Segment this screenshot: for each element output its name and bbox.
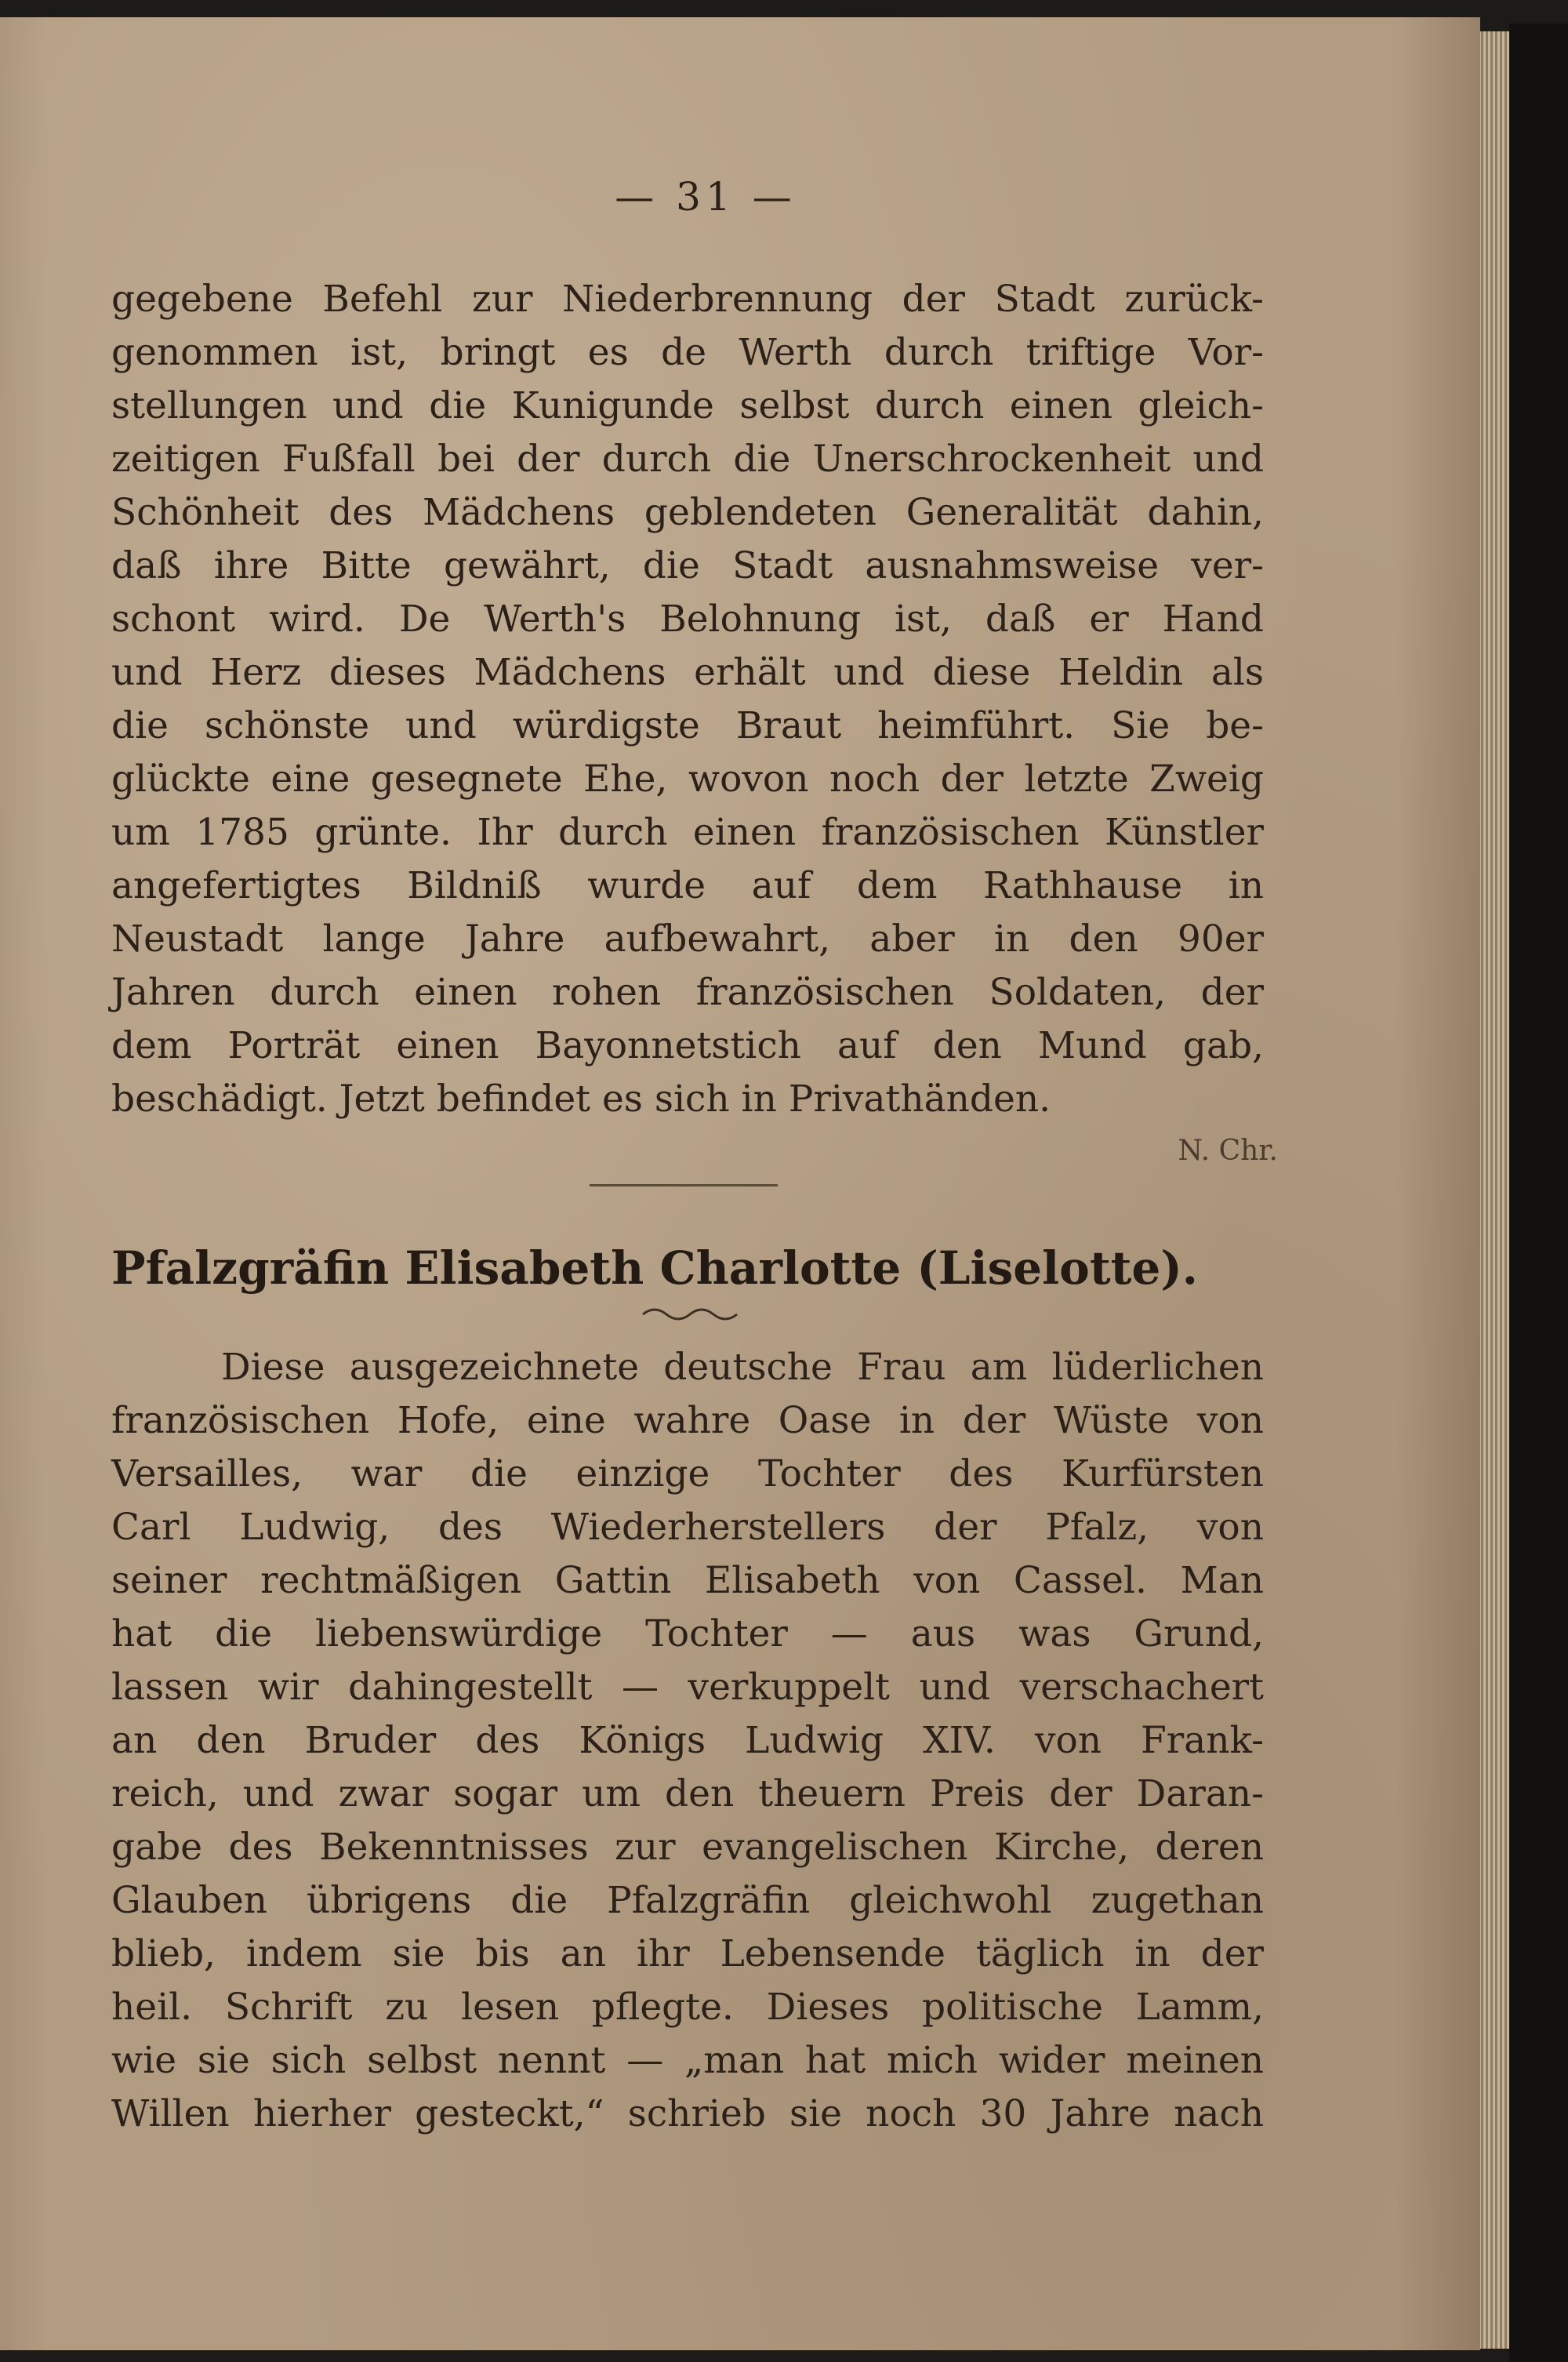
text-line: Willen hierher gesteckt,“ schrieb sie noch 30 Jahre nach [111, 2092, 1264, 2135]
page-number: — 31 — [615, 174, 797, 220]
text-line: dem Porträt einen Bayonnetstich auf den Mund gab, [111, 1024, 1264, 1067]
text-line: um 1785 grünte. Ihr durch einen französischen Künstler [111, 811, 1264, 854]
text-line: die schönste und würdigste Braut heimführt. Sie be- [111, 704, 1264, 747]
text-line: Diese ausgezeichnete deutsche Frau am lüderlichen [221, 1346, 1264, 1389]
author-signature: N. Chr. [1178, 1135, 1278, 1167]
text-line: gegebene Befehl zur Niederbrennung der Stadt zurück- [111, 278, 1264, 321]
text-line: reich, und zwar sogar um den theuern Preis der Daran- [111, 1772, 1264, 1815]
text-line: Carl Ludwig, des Wiederherstellers der Pfalz, von [111, 1506, 1264, 1549]
text-line: beschädigt. Jetzt befindet es sich in Privathänden. [111, 1077, 1051, 1121]
text-line: wie sie sich selbst nennt — „man hat mich wider meinen [111, 2039, 1264, 2082]
text-line: Jahren durch einen rohen französischen Soldaten, der [111, 971, 1264, 1014]
text-line: daß ihre Bitte gewährt, die Stadt ausnahmsweise ver- [111, 544, 1264, 587]
text-line: hat die liebenswürdige Tochter — aus was Grund, [111, 1612, 1264, 1655]
text-line: Neustadt lange Jahre aufbewahrt, aber in den 90er [111, 918, 1264, 961]
text-line: schont wird. De Werth's Belohnung ist, daß er Hand [111, 598, 1264, 641]
text-line: angefertigtes Bildniß wurde auf dem Rathhause in [111, 864, 1264, 907]
text-line: lassen wir dahingestellt — verkuppelt und verschachert [111, 1666, 1264, 1709]
text-line: Glauben übrigens die Pfalzgräfin gleichwohl zugethan [111, 1879, 1264, 1922]
text-line: Schönheit des Mädchens geblendeten Generalität dahin, [111, 491, 1264, 534]
text-line: an den Bruder des Königs Ludwig XIV. von Frank- [111, 1719, 1264, 1762]
text-line: stellungen und die Kunigunde selbst durch einen gleich- [111, 384, 1264, 427]
text-line: blieb, indem sie bis an ihr Lebensende täglich in der [111, 1932, 1264, 1975]
text-line: seiner rechtmäßigen Gattin Elisabeth von Cassel. Man [111, 1559, 1264, 1602]
text-line: gabe des Bekenntnisses zur evangelischen Kirche, deren [111, 1826, 1264, 1869]
book-page [0, 17, 1480, 2350]
ornament-icon [639, 1303, 741, 1322]
text-line: und Herz dieses Mädchens erhält und diese Heldin als [111, 651, 1264, 694]
book-cover-edge [1509, 24, 1568, 2362]
article-title: Pfalzgräfin Elisabeth Charlotte (Liselotte). [111, 1241, 1198, 1295]
text-line: Versailles, war die einzige Tochter des Kurfürsten [111, 1452, 1264, 1495]
text-line: genommen ist, bringt es de Werth durch triftige Vor- [111, 331, 1264, 374]
text-line: glückte eine gesegnete Ehe, wovon noch der letzte Zweig [111, 758, 1264, 801]
text-line: zeitigen Fußfall bei der durch die Unerschrockenheit und [111, 438, 1264, 481]
section-separator [590, 1184, 778, 1186]
text-line: heil. Schrift zu lesen pflegte. Dieses politische Lamm, [111, 1986, 1264, 2029]
text-line: französischen Hofe, eine wahre Oase in der Wüste von [111, 1399, 1264, 1442]
